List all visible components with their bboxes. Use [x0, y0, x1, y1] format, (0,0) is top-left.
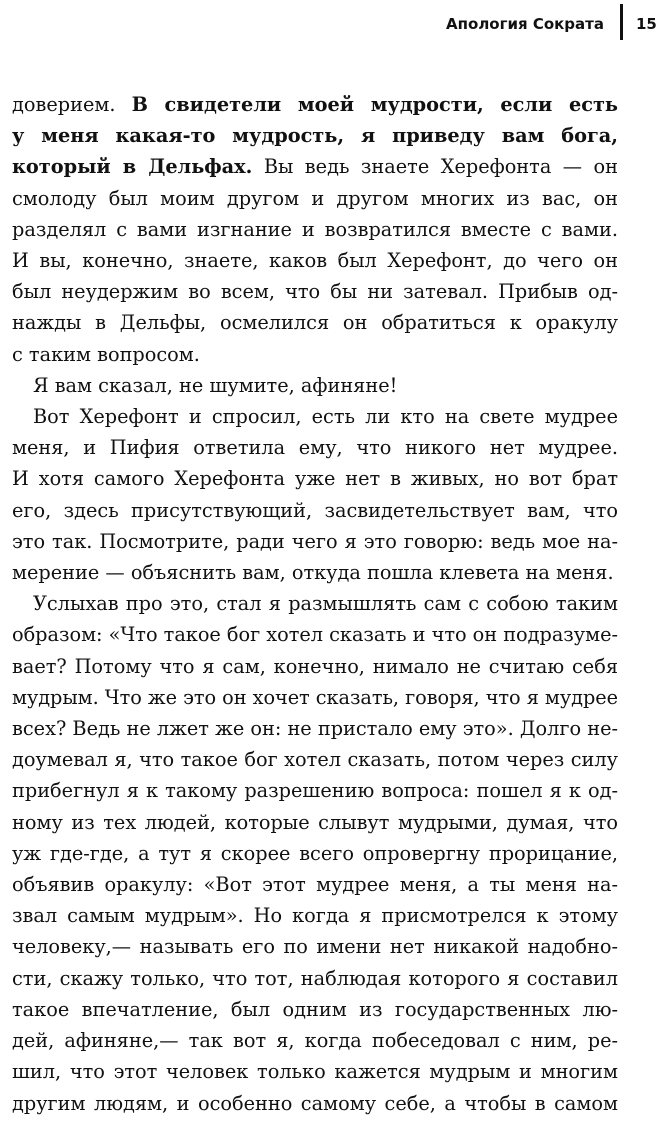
running-title: Апология Сократа [446, 15, 604, 33]
text-line [12, 526, 618, 557]
text-segment: доверием. [12, 93, 132, 116]
text-line [12, 557, 618, 588]
text-segment: всех? Ведь не лжет же он: не пристало ему это». Долго не- [12, 717, 618, 741]
paragraph [12, 370, 618, 401]
text-segment: шил, что этот человек только кажется мудрым и многим [12, 1060, 618, 1084]
text-line [12, 994, 618, 1025]
text-segment: смолоду был моим другом и другом многих из вас, он [12, 186, 618, 210]
text-segment: Вот Херефонт и спросил, есть ли кто на свете мудрее [33, 405, 618, 429]
text-segment: звал самым мудрым». Но когда я присмотрелся к этому [12, 904, 618, 928]
text-segment: образом: «Что такое бог хотел сказать и что он подразуме- [12, 623, 618, 647]
header-divider [620, 4, 623, 40]
page-header [0, 0, 670, 40]
text-line [12, 183, 618, 214]
text-segment: разделял с вами изгнание и возвратился вместе с вами. [12, 217, 618, 241]
body-text [12, 89, 618, 1119]
text-segment: мерение — объяснить вам, откуда пошла клевета на меня. [12, 561, 614, 585]
bold-text-segment: В свидетели моей мудрости, если есть [131, 93, 619, 116]
paragraph [12, 588, 618, 1118]
paragraph [12, 401, 618, 588]
text-line [12, 339, 618, 370]
text-line [12, 869, 618, 900]
text-segment: доумевал я, что такое бог хотел сказать, потом через силу [12, 748, 618, 772]
text-segment: Вы ведь знаете Херефонта — он [252, 155, 618, 179]
text-segment: меня, и Пифия ответила ему, что никого нет мудрее. [12, 436, 618, 460]
text-line [12, 401, 618, 432]
text-segment: Я вам сказал, не шумите, афиняне! [33, 373, 398, 397]
text-segment: И хотя самого Херефонта уже нет в живых, но вот брат [12, 467, 618, 491]
text-line [12, 89, 618, 120]
text-line [12, 307, 618, 338]
text-line [12, 1088, 618, 1119]
text-line [12, 619, 618, 650]
text-segment: мудрым. Что же это он хочет сказать, говоря, что я мудрее [12, 685, 618, 709]
text-line [12, 900, 618, 931]
text-line [12, 495, 618, 526]
text-line [12, 807, 618, 838]
text-segment: дей, афиняне,— так вот я, когда побеседовал с ним, ре- [12, 1029, 618, 1053]
text-line [12, 1025, 618, 1056]
text-line [12, 463, 618, 494]
text-segment: вает? Потому что я сам, конечно, нимало не считаю себя [12, 654, 618, 678]
bold-text-segment: который в Дельфах. [12, 155, 253, 179]
text-segment: другим людям, и особенно самому себе, а чтобы в самом [12, 1091, 618, 1115]
text-segment: был неудержим во всем, что бы ни затевал. Прибыв од- [12, 280, 618, 304]
text-line [12, 214, 618, 245]
text-segment: такое впечатление, был одним из государственных лю- [12, 997, 618, 1021]
text-line [12, 682, 618, 713]
text-segment: нажды в Дельфы, осмелился он обратиться к оракулу [12, 311, 618, 335]
page-number: 15 [636, 15, 657, 33]
text-segment: Услыхав про это, стал я размышлять сам с собою таким [33, 592, 618, 616]
paragraph [12, 89, 618, 370]
text-segment: человеку,— называть его по имени нет никакой надобно- [12, 935, 618, 959]
text-line [12, 432, 618, 463]
text-line [12, 588, 618, 619]
text-line [12, 963, 618, 994]
text-segment: ному из тех людей, которые слывут мудрыми, думая, что [12, 810, 618, 834]
text-segment: с таким вопросом. [12, 342, 200, 366]
text-line [12, 370, 618, 401]
text-segment: И вы, конечно, знаете, каков был Херефонт, до чего он [12, 249, 618, 273]
bold-text-segment: у меня какая-то мудрость, я приведу вам бога, [12, 124, 618, 148]
text-line [12, 276, 618, 307]
text-line [12, 151, 618, 182]
text-line [12, 775, 618, 806]
text-line [12, 120, 618, 151]
text-line [12, 744, 618, 775]
text-line [12, 651, 618, 682]
text-segment: его, здесь присутствующий, засвидетельствует вам, что [12, 498, 618, 522]
text-segment: уж где-где, а тут я скорее всего опровергну прорицание, [12, 841, 618, 865]
text-line [12, 245, 618, 276]
text-segment: объявив оракулу: «Вот этот мудрее меня, а ты меня на- [12, 873, 618, 897]
text-line [12, 931, 618, 962]
text-line [12, 713, 618, 744]
text-segment: сти, скажу только, что тот, наблюдая которого я составил [12, 966, 618, 990]
text-segment: прибегнул я к такому разрешению вопроса: пошел я к од- [12, 779, 618, 803]
text-line [12, 838, 618, 869]
text-line [12, 1056, 618, 1087]
text-segment: это так. Посмотрите, ради чего я это говорю: ведь мое на- [12, 529, 618, 553]
